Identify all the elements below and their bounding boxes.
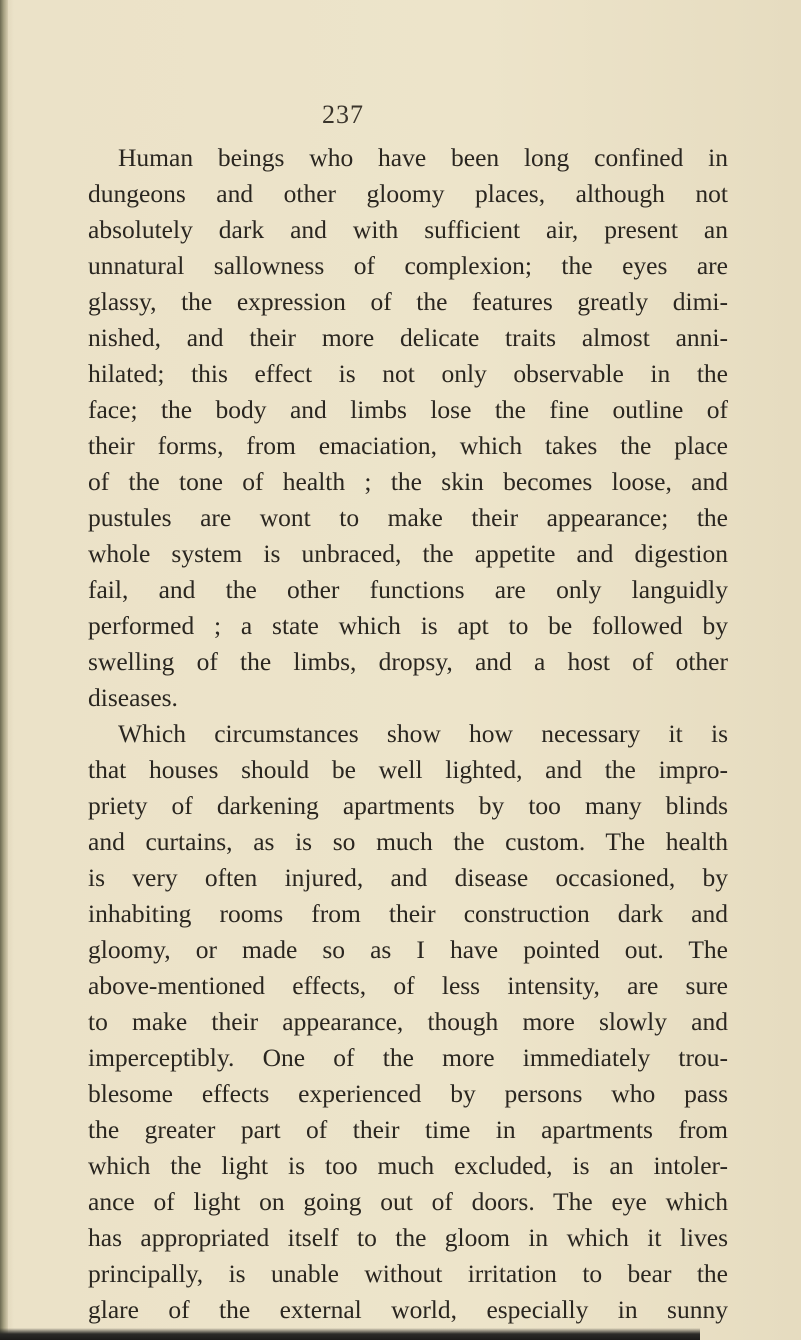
text-line: their forms, from emaciation, which takes the place: [88, 431, 728, 460]
text-line: the greater part of their time in apartments from: [88, 1115, 728, 1144]
text-line: face; the body and limbs lose the fine outline of: [88, 395, 728, 424]
text-line: blesome effects experienced by persons who pass: [88, 1079, 728, 1108]
text-line: swelling of the limbs, dropsy, and a host of other: [88, 647, 728, 676]
text-line: inhabiting rooms from their construction dark and: [88, 899, 728, 928]
text-line: to make their appearance, though more slowly and: [88, 1007, 728, 1036]
text-line: fail, and the other functions are only languidly: [88, 575, 728, 604]
text-line: and curtains, as is so much the custom. The health: [88, 827, 728, 856]
text-line: that houses should be well lighted, and the impro-: [88, 755, 728, 784]
text-line: dungeons and other gloomy places, although not: [88, 179, 728, 208]
text-line: has appropriated itself to the gloom in which it lives: [88, 1223, 728, 1252]
text-line: above-mentioned effects, of less intensity, are sure: [88, 971, 728, 1000]
text-line: gloomy, or made so as I have pointed out. The: [88, 935, 728, 964]
text-line: Human beings who have been long confined in: [118, 143, 728, 172]
text-line: glassy, the expression of the features greatly dimi-: [88, 287, 728, 316]
text-line: imperceptibly. One of the more immediately trou-: [88, 1043, 728, 1072]
text-line: glare of the external world, especially in sunny: [88, 1295, 728, 1324]
text-line: which the light is too much excluded, is an intoler-: [88, 1151, 728, 1180]
text-line: absolutely dark and with sufficient air, present an: [88, 215, 728, 244]
text-line: whole system is unbraced, the appetite and digestion: [88, 539, 728, 568]
text-line: hilated; this effect is not only observable in the: [88, 359, 728, 388]
body-text: [88, 140, 728, 1328]
text-line: performed ; a state which is apt to be followed by: [88, 611, 728, 640]
text-line: nished, and their more delicate traits almost anni-: [88, 323, 728, 352]
text-line: priety of darkening apartments by too many blinds: [88, 791, 728, 820]
text-line: pustules are wont to make their appearance; the: [88, 503, 728, 532]
page-gutter-shadow: [0, 0, 8, 1340]
text-line: principally, is unable without irritation to bear the: [88, 1259, 728, 1288]
page-number: 237: [322, 100, 364, 129]
page-bottom-edge: [0, 1328, 700, 1340]
text-line: of the tone of health ; the skin becomes loose, and: [88, 467, 728, 496]
text-line: ance of light on going out of doors. The eye which: [88, 1187, 728, 1216]
text-line: diseases.: [88, 683, 178, 712]
text-line: Which circumstances show how necessary it is: [118, 719, 728, 748]
text-line: is very often injured, and disease occasioned, by: [88, 863, 728, 892]
text-line: unnatural sallowness of complexion; the eyes are: [88, 251, 728, 280]
